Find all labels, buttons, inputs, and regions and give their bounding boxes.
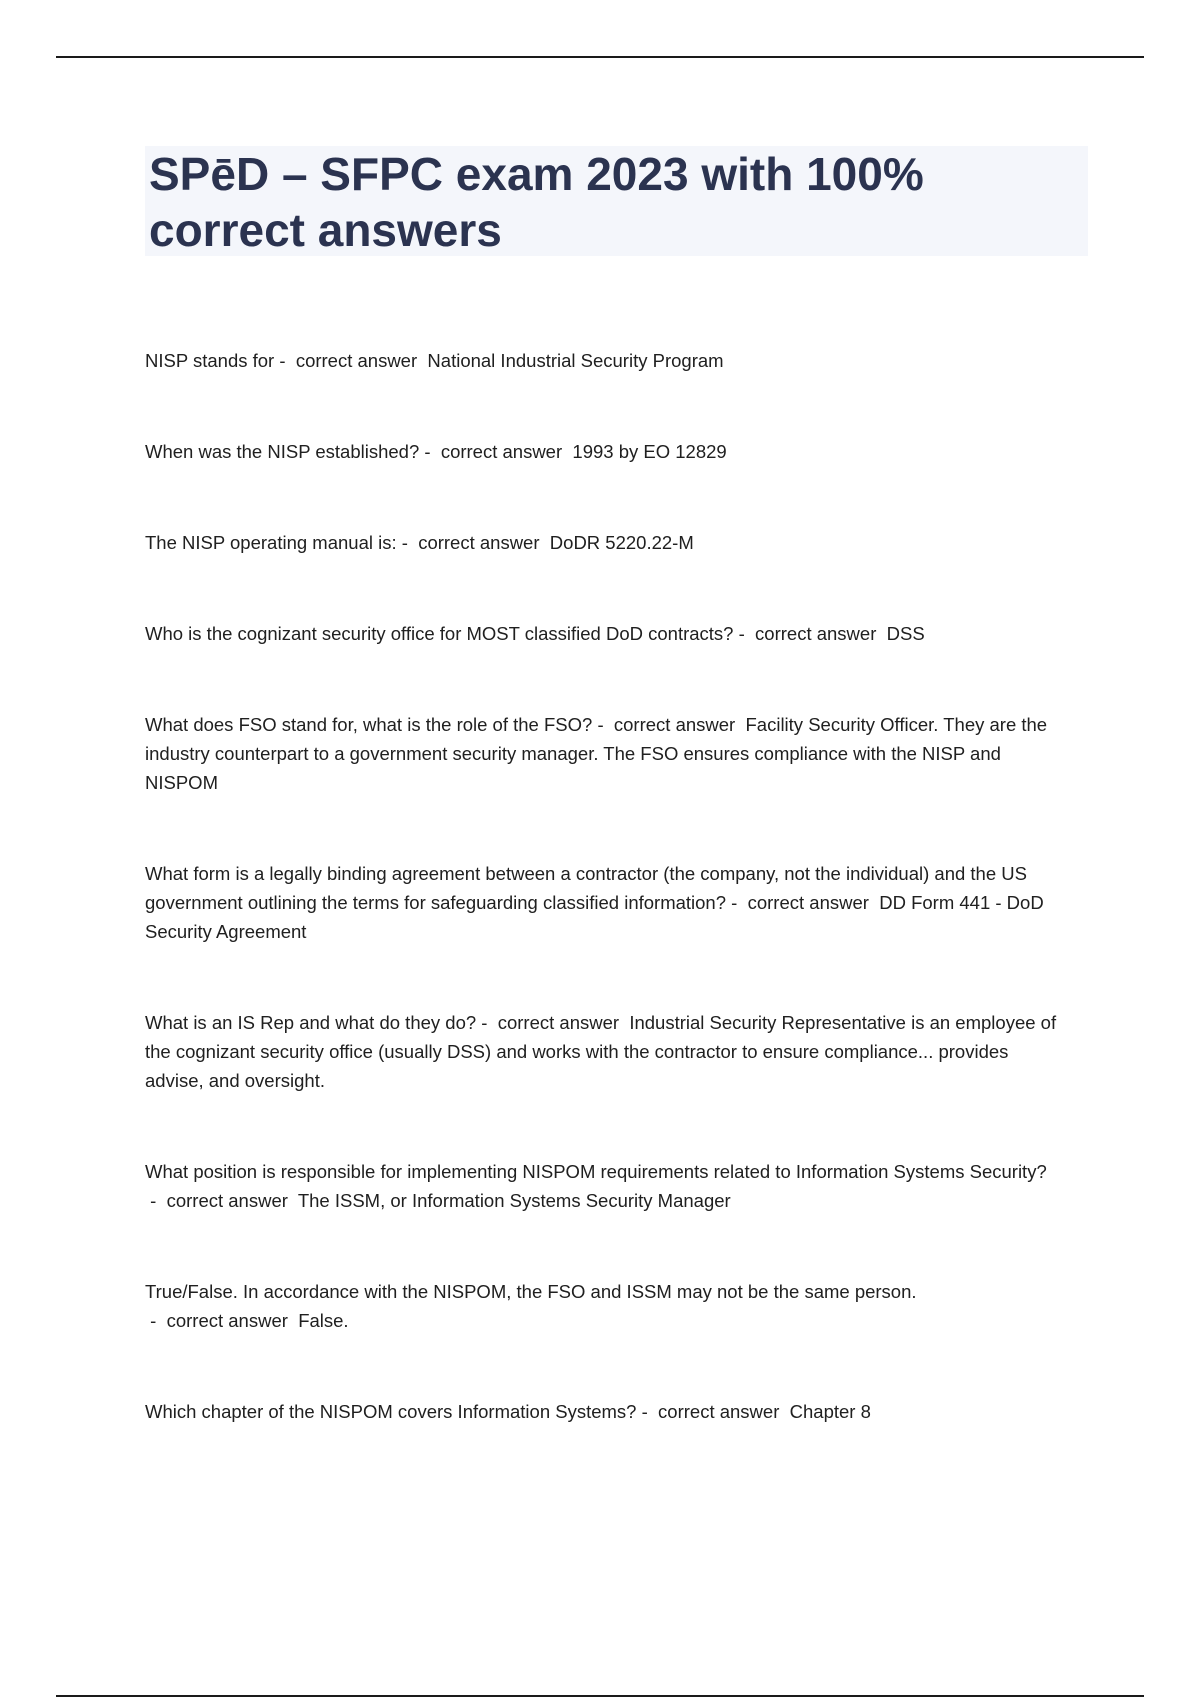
answer-separator: - correct answer (476, 1012, 630, 1033)
answer-separator: - correct answer (274, 350, 428, 371)
qa-item (145, 1397, 1070, 1426)
qa-item (145, 859, 1070, 946)
question-text: What does FSO stand for, what is the role of the FSO? (145, 714, 593, 735)
qa-item (145, 1277, 1070, 1335)
answer-separator: - correct answer (419, 441, 573, 462)
answer-text: False. (298, 1310, 349, 1331)
question-text: What form is a legally binding agreement between a contractor (the company, not the individual) and the US government outlining the terms for safeguarding classified information? (145, 863, 1027, 913)
answer-text: Facility Security Officer. They are the industry counterpart to a government security manager. The FSO ensures compliance with the NISP and NISPOM (145, 714, 1048, 793)
question-text: Who is the cognizant security office for MOST classified DoD contracts? (145, 623, 734, 644)
answer-text: 1993 by EO 12829 (572, 441, 727, 462)
answer-separator: - correct answer (726, 892, 880, 913)
question-text: What is an IS Rep and what do they do? (145, 1012, 477, 1033)
top-rule (56, 56, 1144, 58)
answer-text: National Industrial Security Program (427, 350, 724, 371)
document-title: SPēD – SFPC exam 2023 with 100% correct answers (149, 148, 924, 256)
answer-separator: - correct answer (592, 714, 746, 735)
title-block (145, 146, 1088, 256)
question-text: True/False. In accordance with the NISPOM, the FSO and ISSM may not be the same person. (145, 1281, 917, 1302)
question-text: NISP stands for (145, 350, 275, 371)
qa-item (145, 346, 1070, 375)
answer-text: The ISSM, or Information Systems Security Manager (297, 1190, 731, 1211)
qa-item (145, 619, 1070, 648)
answer-separator: - correct answer (145, 1190, 298, 1211)
answer-separator: - correct answer (145, 1310, 299, 1331)
qa-item (145, 1157, 1070, 1215)
answer-separator: - correct answer (733, 623, 887, 644)
qa-item (145, 710, 1070, 797)
answer-separator: - correct answer (636, 1401, 790, 1422)
answer-text: DoDR 5220.22-M (549, 532, 694, 553)
answer-separator: - correct answer (396, 532, 550, 553)
bottom-rule (56, 1695, 1144, 1697)
question-text: When was the NISP established? (145, 441, 420, 462)
qa-item (145, 528, 1070, 557)
question-text: Which chapter of the NISPOM covers Information Systems? (145, 1401, 637, 1422)
answer-text: DD Form 441 - DoD Security Agreement (145, 892, 1044, 942)
qa-item (145, 437, 1070, 466)
qa-list (145, 346, 1070, 1488)
question-text: What position is responsible for implementing NISPOM requirements related to Information Systems Security? (145, 1161, 1047, 1182)
answer-text: Chapter 8 (789, 1401, 871, 1422)
answer-text: Industrial Security Representative is an employee of the cognizant security office (usually DSS) and works with the contractor to ensure compliance... provides advise, and oversight. (145, 1012, 1057, 1091)
question-text: The NISP operating manual is: (145, 532, 397, 553)
answer-text: DSS (886, 623, 925, 644)
qa-item (145, 1008, 1070, 1095)
